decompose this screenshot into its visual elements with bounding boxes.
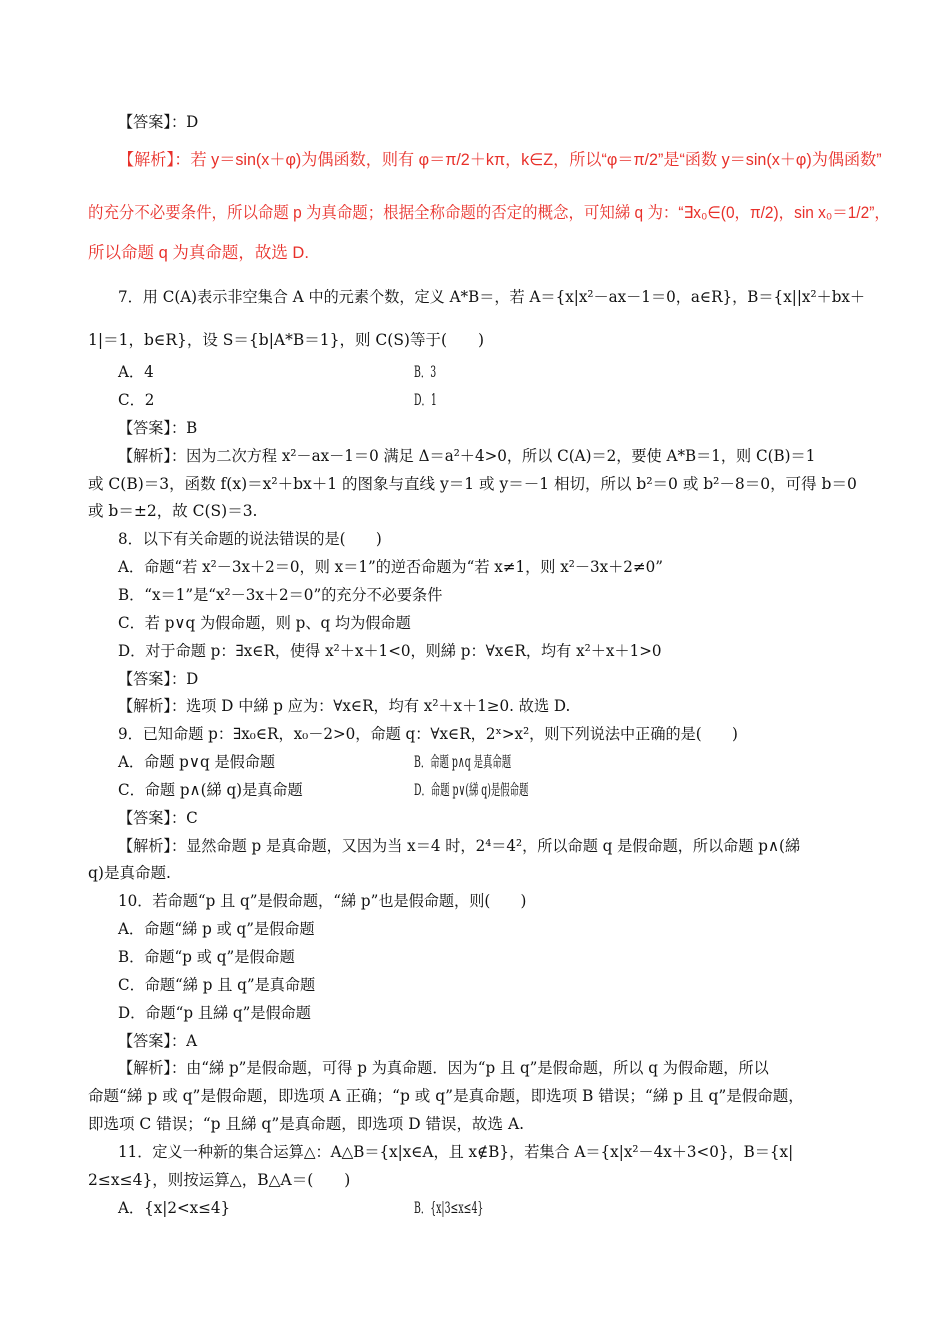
analysis-6-line-2: 的充分不必要条件，所以命题 p 为真命题；根据全称命题的否定的概念，可知綈 q 为：“∃x₀∈(0，π/2)，sin x₀＝1/2”， bbox=[88, 204, 890, 222]
analysis-7-line-3: 或 b＝±2，故 C(S)＝3. bbox=[88, 502, 258, 520]
answer-10: 【答案】：A bbox=[118, 1032, 198, 1050]
analysis-8: 【解析】：选项 D 中綈 p 应为：∀x∈R，均有 x²＋x＋1≥0. 故选 D. bbox=[118, 697, 571, 715]
option-11b: B．{x|3≤x≤4} bbox=[414, 1199, 484, 1217]
question-9: 9．已知命题 p：∃x₀∈R，x₀－2>0，命题 q：∀x∈R，2ˣ>x²，则下列说法中正确的是( ) bbox=[118, 725, 738, 743]
analysis-10-line-1: 【解析】：由“綈 p”是假命题，可得 p 为真命题．因为“p 且 q”是假命题，所以 q 为假命题，所以 bbox=[118, 1059, 769, 1077]
analysis-10-line-3: 即选项 C 错误；“p 且綈 q”是真命题，即选项 D 错误，故选 A. bbox=[88, 1115, 525, 1133]
option-9c: C．命题 p∧(綈 q)是真命题 bbox=[118, 781, 303, 799]
answer-6: 【答案】：D bbox=[118, 113, 199, 131]
option-10d: D．命题“p 且綈 q”是假命题 bbox=[118, 1004, 311, 1022]
answer-8: 【答案】：D bbox=[118, 670, 199, 688]
question-10: 10．若命题“p 且 q”是假命题，“綈 p”也是假命题，则( ) bbox=[118, 892, 527, 910]
option-9a: A．命题 p∨q 是假命题 bbox=[118, 753, 276, 771]
option-9d: D．命题 p∨(綈 q)是假命题 bbox=[414, 781, 529, 799]
analysis-9-line-1: 【解析】：显然命题 p 是真命题，又因为当 x＝4 时，2⁴＝4²，所以命题 q 是假命题，所以命题 p∧(綈 bbox=[118, 837, 801, 855]
option-7c: C．2 bbox=[118, 391, 155, 409]
option-8d: D．对于命题 p：∃x∈R，使得 x²＋x＋1<0，则綈 p：∀x∈R，均有 x²＋x＋1>0 bbox=[118, 642, 662, 660]
option-8b: B．“x＝1”是“x²－3x＋2＝0”的充分不必要条件 bbox=[118, 586, 443, 604]
option-10a: A．命题“綈 p 或 q”是假命题 bbox=[118, 920, 315, 938]
analysis-6-line-3: 所以命题 q 为真命题，故选 D. bbox=[88, 244, 309, 262]
question-11: 11．定义一种新的集合运算△：A△B＝{x|x∈A，且 x∉B}，若集合 A＝{x|x²－4x＋3<0}，B＝{x| bbox=[118, 1143, 794, 1161]
option-9b: B．命题 p∧q 是真命题 bbox=[414, 753, 512, 771]
analysis-7-line-1: 【解析】：因为二次方程 x²－ax－1＝0 满足 Δ＝a²＋4>0，所以 C(A)＝2，要使 A*B＝1，则 C(B)＝1 bbox=[118, 447, 816, 465]
analysis-6-line-1: 【解析】：若 y＝sin(x＋φ)为偶函数，则有 φ＝π/2＋kπ，k∈Z，所以“φ＝π/2”是“函数 y＝sin(x＋φ)为偶函数” bbox=[118, 151, 882, 169]
analysis-9-line-2: q)是真命题. bbox=[88, 864, 171, 882]
option-10c: C．命题“綈 p 且 q”是真命题 bbox=[118, 976, 316, 994]
option-7b: B．3 bbox=[414, 363, 437, 381]
option-8a: A．命题“若 x²－3x＋2＝0，则 x＝1”的逆否命题为“若 x≠1，则 x²－3x＋2≠0” bbox=[118, 558, 664, 576]
question-11-cont: 2≤x≤4}，则按运算△，B△A＝( ) bbox=[88, 1171, 351, 1189]
analysis-7-line-2: 或 C(B)＝3，函数 f(x)＝x²＋bx＋1 的图象与直线 y＝1 或 y＝－1 相切，所以 b²＝0 或 b²－8＝0，可得 b＝0 bbox=[88, 475, 857, 493]
answer-7: 【答案】：B bbox=[118, 419, 198, 437]
option-7d: D．1 bbox=[414, 391, 437, 409]
question-7: 7．用 C(A)表示非空集合 A 中的元素个数，定义 A*B＝，若 A＝{x|x²－ax－1＝0，a∈R}，B＝{x||x²＋bx＋ bbox=[118, 288, 866, 306]
question-7-cont: 1|＝1，b∈R}，设 S＝{b|A*B＝1}，则 C(S)等于( ) bbox=[88, 331, 485, 349]
answer-9: 【答案】：C bbox=[118, 809, 198, 827]
option-8c: C．若 p∨q 为假命题，则 p、q 均为假命题 bbox=[118, 614, 411, 632]
question-8: 8．以下有关命题的说法错误的是( ) bbox=[118, 530, 382, 548]
analysis-10-line-2: 命题“綈 p 或 q”是假命题，即选项 A 正确；“p 或 q”是真命题，即选项 B 错误；“綈 p 且 q”是假命题， bbox=[88, 1087, 804, 1105]
option-11a: A．{x|2<x≤4} bbox=[118, 1199, 231, 1217]
option-10b: B．命题“p 或 q”是假命题 bbox=[118, 948, 295, 966]
option-7a: A．4 bbox=[118, 363, 154, 381]
